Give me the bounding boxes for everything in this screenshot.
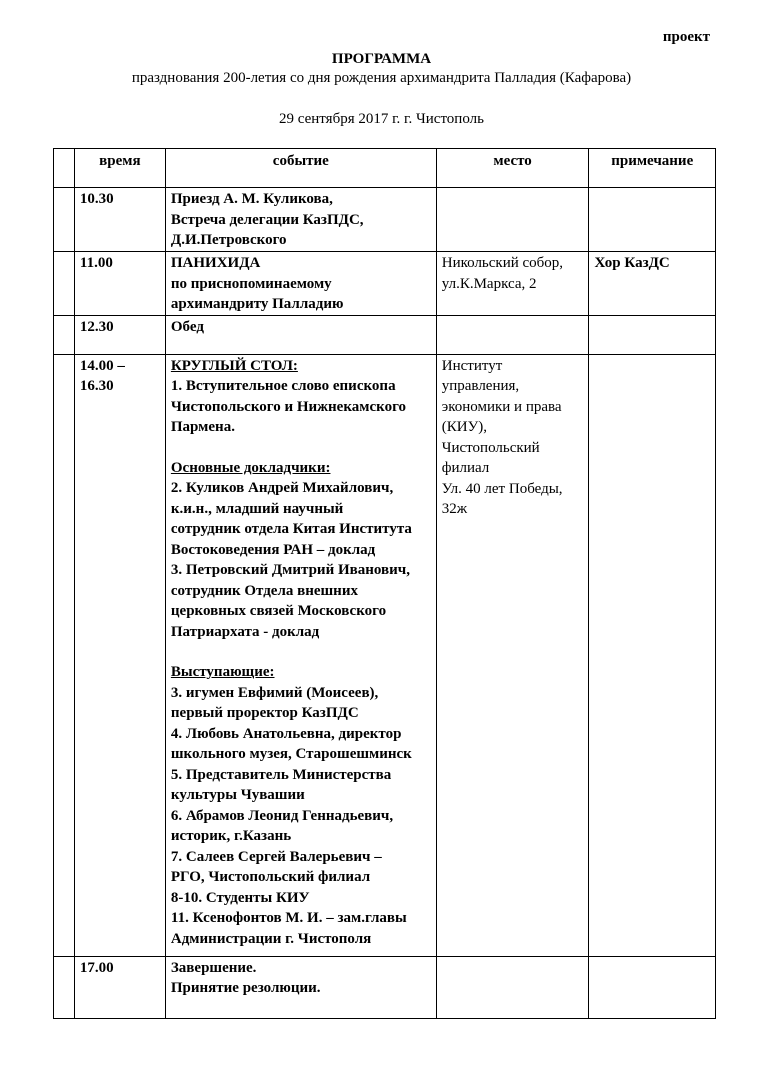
place-line: ул.К.Маркса, 2 [441,275,537,292]
table-header-row [54,149,716,188]
presenter-line: 4. Любовь Анатольевна, директор [170,725,402,742]
place-cell [436,354,589,956]
time-cell [74,252,165,316]
event-cell [165,315,436,354]
place-line: Никольский собор, [441,255,564,271]
time-text: 16.30 [79,378,114,394]
event-line: архимандриту Палладию [170,296,344,312]
row-number-header [54,149,75,188]
presenter-line: 8-10. Студенты КИУ [170,889,310,906]
time-text: 14.00 – [79,357,125,374]
presenter-line: историк, г.Казань [170,828,292,844]
table-row [54,354,716,956]
event-cell [165,956,436,1018]
event-line: Д.И.Петровского [170,232,287,248]
event-line: Приезд А. М. Куликова, [170,191,333,207]
note-cell [589,354,716,956]
place-cell [436,315,589,354]
speakers-heading: Основные докладчики: [170,459,331,476]
time-text: 11.00 [79,255,113,271]
row-number-cell [54,315,75,354]
round-table-heading: КРУГЛЫЙ СТОЛ: [170,357,298,374]
table-row [54,956,716,1018]
presenter-line: первый проректор КазПДС [170,705,359,721]
time-text: 12.30 [79,318,114,335]
event-line: Завершение. [170,959,257,976]
presenter-line: школьного музея, Старошешминск [170,746,412,762]
presenter-line: 7. Салеев Сергей Валерьевич – [170,848,382,865]
date-place: 29 сентября 2017 г. г. Чистополь [279,111,484,127]
row-number-cell [54,188,75,252]
page-subtitle: празднования 200-летия со дня рождения архимандрита Палладия (Кафарова) [131,70,632,86]
event-line: Встреча делегации КазПДС, [170,211,364,228]
place-line: Чистопольский [441,439,540,456]
column-header-event: событие [165,149,436,188]
place-cell [436,252,589,316]
time-cell [74,956,165,1018]
note-cell [589,252,716,316]
event-cell [165,354,436,956]
event-line: Пармена. [170,419,235,435]
event-line: Принятие резолюции. [170,980,321,996]
document-status: проект [662,29,710,45]
time-cell [74,188,165,252]
time-text: 10.30 [79,191,114,207]
note-text: Хор КазДС [594,255,670,271]
speaker-line: сотрудник отдела Китая Института [170,521,412,537]
table-row [54,252,716,316]
row-number-cell [54,354,75,956]
event-line: 1. Вступительное слово епископа [170,378,396,394]
event-line: по приснопоминаемому [170,275,332,292]
presenter-line: Администрации г. Чистополя [170,930,372,947]
column-header-note: примечание [589,149,716,188]
note-cell [589,188,716,252]
program-table [53,148,716,1019]
time-text: 17.00 [79,959,114,976]
presenter-line: 6. Абрамов Леонид Геннадьевич, [170,807,394,824]
place-cell [436,956,589,1018]
presenter-line: 5. Представитель Министерства [170,766,392,783]
event-line: Обед [170,318,204,335]
speaker-line: к.и.н., младший научный [170,500,344,517]
speaker-line: 3. Петровский Дмитрий Иванович, [170,562,410,578]
spacer [171,438,431,458]
speaker-line: церковных связей Московского [170,603,387,619]
presenter-line: культуры Чувашии [170,787,305,803]
event-cell [165,188,436,252]
spacer [171,642,431,662]
place-line: экономики и права [441,398,562,415]
page-title: ПРОГРАММА [331,51,432,67]
place-line: (КИУ), [441,419,487,435]
time-cell [74,315,165,354]
table-row [54,188,716,252]
presenters-heading: Выступающие: [170,664,275,680]
time-cell [74,354,165,956]
row-number-cell [54,252,75,316]
place-line: управления, [441,378,520,394]
row-number-cell [54,956,75,1018]
column-header-place: место [436,149,589,188]
event-line: ПАНИХИДА [170,255,261,271]
event-line: Чистопольского и Нижнекамского [170,398,407,415]
presenter-line: 3. игумен Евфимий (Моисеев), [170,684,379,701]
speaker-line: сотрудник Отдела внешних [170,582,358,599]
speaker-line: Патриархата - доклад [170,623,320,640]
place-line: Институт [441,357,503,374]
presenter-line: РГО, Чистопольский филиал [170,869,371,885]
table-row [54,315,716,354]
place-line: 32ж [441,501,468,517]
presenter-line: 11. Ксенофонтов М. И. – зам.главы [170,910,407,926]
speaker-line: 2. Куликов Андрей Михайлович, [170,480,394,496]
note-cell [589,315,716,354]
place-cell [436,188,589,252]
place-line: Ул. 40 лет Победы, [441,480,563,497]
place-line: филиал [441,460,490,476]
event-cell [165,252,436,316]
speaker-line: Востоковедения РАН – доклад [170,541,376,558]
note-cell [589,956,716,1018]
column-header-time: время [74,149,165,188]
